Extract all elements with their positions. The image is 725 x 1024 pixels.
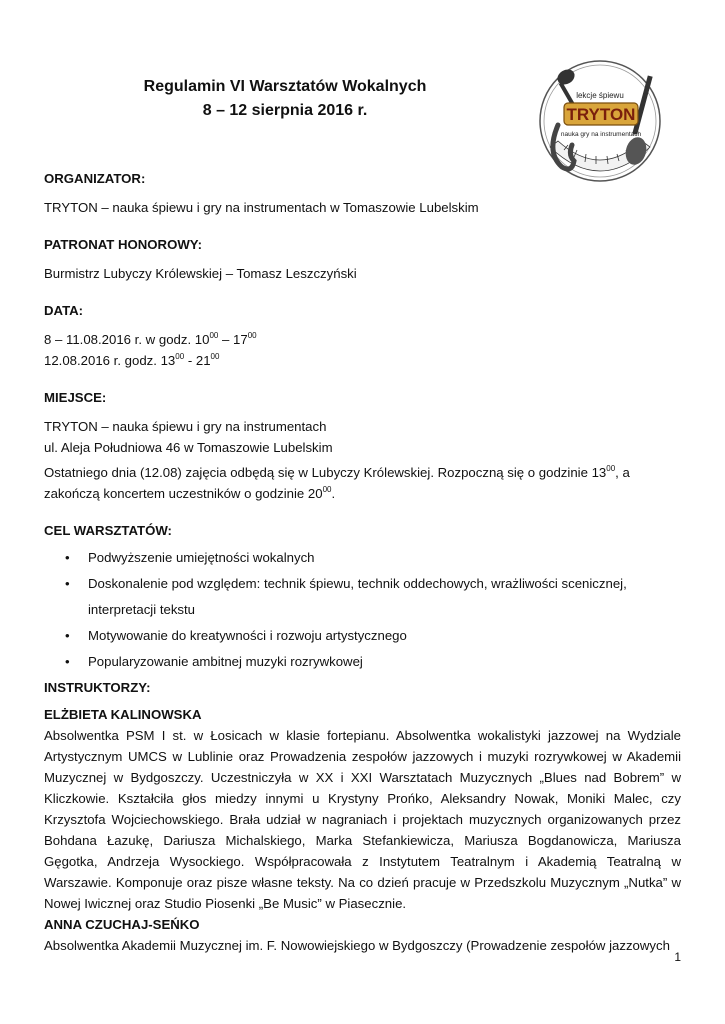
goal-item: • Doskonalenie pod względem: technik śpiewu, technik oddechowych, wrażliwości scenicznej, interpretacji tekstu bbox=[65, 576, 627, 617]
document-title: Regulamin VI Warsztatów Wokalnych bbox=[143, 78, 427, 95]
title-block bbox=[100, 75, 470, 123]
tryton-logo-icon bbox=[528, 55, 668, 185]
patronage-heading: PATRONAT HONOROWY: bbox=[44, 237, 202, 252]
instructor-bio: Absolwentka Akademii Muzycznej im. F. Nowowiejskiego w Bydgoszczy (Prowadzenie zespołów jazzowych bbox=[44, 938, 670, 953]
place-heading: MIEJSCE: bbox=[44, 390, 107, 405]
instructor-bio: Absolwentka PSM I st. w Łosicach w klasie fortepianu. Absolwentka wokalistyki jazzowej na Wydziale Artystycznym UMCS w Lublinie oraz Prowadzenia zespołów jazzowych i muzyki rozrywkowej w Akademii Muzycznej w Bydgoszczy. Uczestniczyła w XX i XXI Warsztatach Muzycznych „Blues nad Bobrem” w Kliczkowie. Kształciła głos miedzy innymi u Krystyny Prońko, Aleksandry Nowak, Moniki Malec, czy Krzysztofa Wojciechowskiego. Brała udział w nagraniach i projektach muzycznych organizowanych przez Bohdana Łazukę, Dariusza Michalskiego, Marka Stefankiewicza, Mariusza Bogdanowicza, Mariusza Gęgotka, Andrzeja Wysockiego. Współpracowała z Instytutem Teatralnym i Akademią Teatralną w Warszawie. Komponuje oraz pisze własne teksty. Na co dzień pracuje w Przedszkolu Muzycznym „Nutka” w Nowej Iwicznej oraz Studio Piosenki „Be Music” w Piasecznie. bbox=[44, 728, 681, 911]
instructors-heading: INSTRUKTORZY: bbox=[44, 680, 151, 695]
goal-item: • Motywowanie do kreatywności i rozwoju artystycznego bbox=[65, 628, 407, 643]
goals-list bbox=[44, 547, 681, 672]
place-line-1: TRYTON – nauka śpiewu i gry na instrumentach bbox=[44, 419, 327, 434]
patronage-text: Burmistrz Lubyczy Królewskiej – Tomasz Leszczyński bbox=[44, 266, 357, 281]
instructor-name: ANNA CZUCHAJ-SEŃKO bbox=[44, 917, 200, 932]
organizer-text: TRYTON – nauka śpiewu i gry na instrumentach w Tomaszowie Lubelskim bbox=[44, 200, 479, 215]
document-dates: 8 – 12 sierpnia 2016 r. bbox=[202, 102, 368, 119]
place-line-2: ul. Aleja Południowa 46 w Tomaszowie Lubelskim bbox=[44, 440, 333, 455]
place-note: Ostatniego dnia (12.08) zajęcia odbędą się w Lubyczy Królewskiej. Rozpoczną się o godzinie $13^{00}$, a zakończą koncertem uczestników o godzinie $20^{00}$. bbox=[44, 463, 630, 501]
goals-heading: CEL WARSZTATÓW: bbox=[44, 523, 172, 538]
page-number: 1 bbox=[674, 950, 681, 964]
logo-bottom-text: nauka gry na instrumentach bbox=[560, 131, 642, 138]
date-heading: DATA: bbox=[44, 303, 84, 318]
logo-brand: TRYTON bbox=[566, 105, 636, 124]
logo-top-text: lekcje śpiewu bbox=[576, 91, 624, 100]
goal-item: • Popularyzowanie ambitnej muzyki rozrywkowej bbox=[65, 654, 363, 669]
document-body bbox=[44, 168, 681, 956]
goal-item: • Podwyższenie umiejętności wokalnych bbox=[65, 550, 315, 565]
organizer-heading: ORGANIZATOR: bbox=[44, 171, 146, 186]
date-line-2: 12.08.2016 r. godz. $13^{00} - 21^{00}$ bbox=[44, 351, 220, 368]
instructor-name: ELŻBIETA KALINOWSKA bbox=[44, 707, 202, 722]
date-line-1: 8 – 11.08.2016 r. w godz. $10^{00} - 17^{00}$ bbox=[44, 330, 257, 347]
